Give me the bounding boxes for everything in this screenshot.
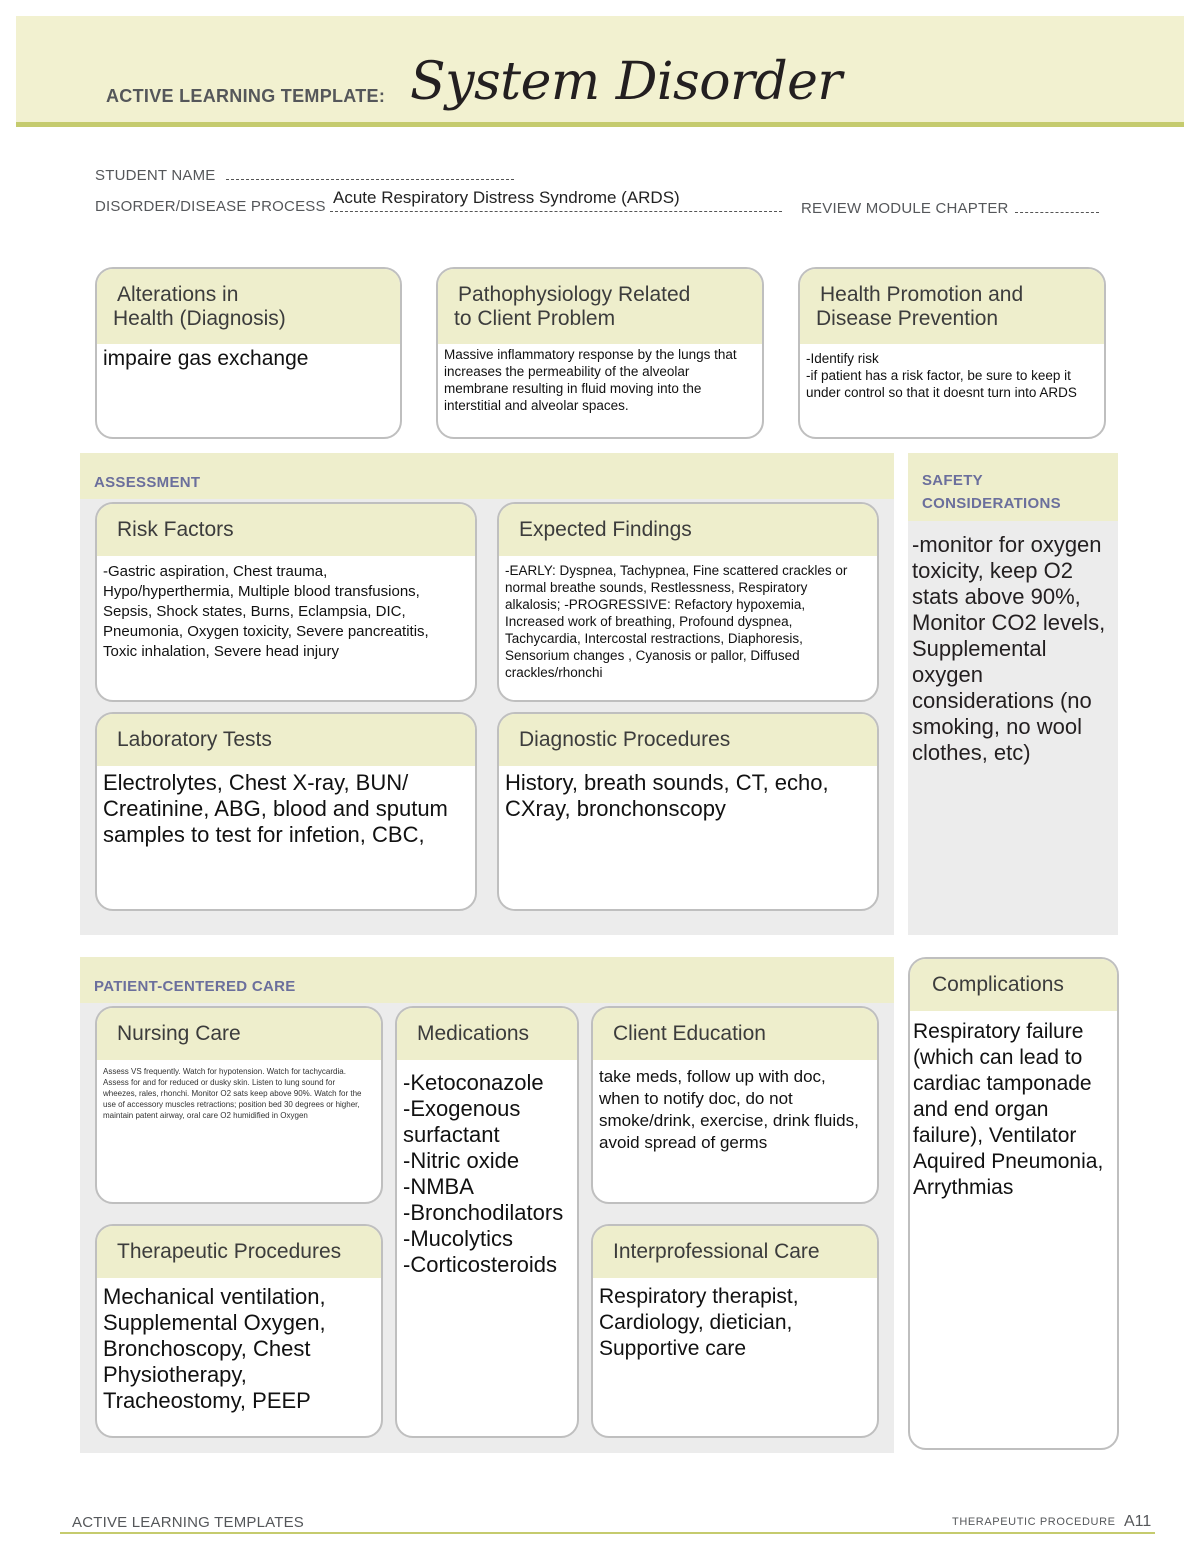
template-title: System Disorder: [410, 52, 842, 112]
pathophysiology-body: Massive inflammatory response by the lungs that increases the permeability of the alveolar membrane resulting in fluid moving into the interstitial and alveolar spaces.: [444, 347, 737, 413]
medication-item: -NMBA: [403, 1174, 474, 1199]
safety-title: [908, 453, 1118, 521]
medication-item: -Corticosteroids: [403, 1252, 558, 1277]
safety-title-line2: CONSIDERATIONS: [922, 495, 1061, 512]
alterations-body: impaire gas exchange: [103, 347, 309, 370]
alterations-title-line1: Alterations in: [117, 283, 239, 306]
student-name-field[interactable]: [226, 165, 514, 180]
client-education-title: Client Education: [593, 1008, 877, 1060]
footer-page-number: A11: [1124, 1513, 1152, 1530]
alterations-title: [97, 269, 400, 344]
health-promotion-body: [800, 344, 1104, 405]
diagnostic-procedures-body: History, breath sounds, CT, echo, CXray, bronchonscopy: [505, 770, 829, 821]
medication-item: -Exogenous surfactant: [403, 1096, 521, 1147]
nursing-care-title: Nursing Care: [97, 1008, 381, 1060]
disorder-value: Acute Respiratory Distress Syndrome (ARDS): [333, 188, 680, 207]
health-promotion-box: [798, 267, 1106, 439]
pathophysiology-title-line1: Pathophysiology Related: [458, 283, 691, 306]
risk-factors-box: [95, 502, 477, 702]
expected-findings-title: Expected Findings: [499, 504, 877, 556]
nursing-care-body: Assess VS frequently. Watch for hypotension. Watch for tachycardia. Assess for and for reduced or dusky skin. Listen to lung sound for wheezes, rales, rhonchi. Monitor O2 sats keep above 90%. Watch for the use of accessory muscles retractions; position bed 30 degrees or higher, maintain patent airway, oral care O2 humidified in Oxygen: [103, 1067, 362, 1120]
client-education-body: take meds, follow up with doc, when to notify doc, do not smoke/drink, exercise, drink fluids, avoid spread of germs: [599, 1067, 859, 1152]
diagnostic-procedures-title: Diagnostic Procedures: [499, 714, 877, 766]
review-module-row: [801, 198, 1099, 218]
interprofessional-care-title: Interprofessional Care: [593, 1226, 877, 1278]
safety-body: -monitor for oxygen toxicity, keep O2 stats above 90%, Monitor CO2 levels, Supplemental oxygen considerations (no smoking, no wool clothes, etc): [912, 532, 1106, 765]
template-label: ACTIVE LEARNING TEMPLATE:: [106, 86, 386, 106]
review-module-label: REVIEW MODULE CHAPTER: [801, 200, 1009, 217]
medication-item: -Nitric oxide: [403, 1148, 520, 1173]
laboratory-tests-box: [95, 712, 477, 911]
medications-title: Medications: [397, 1008, 577, 1060]
health-promotion-title: [800, 269, 1104, 344]
safety-title-line1: SAFETY: [922, 472, 983, 489]
therapeutic-procedures-title: Therapeutic Procedures: [97, 1226, 381, 1278]
header-divider: [16, 122, 1184, 127]
assessment-label: ASSESSMENT: [94, 474, 201, 491]
laboratory-tests-body: Electrolytes, Chest X-ray, BUN/ Creatinine, ABG, blood and sputum samples to test for infetion, CBC,: [103, 770, 448, 847]
risk-factors-title: Risk Factors: [97, 504, 475, 556]
health-promotion-body-line1: -Identify risk: [806, 351, 879, 366]
medications-list: [397, 1060, 577, 1282]
review-module-field[interactable]: [1015, 198, 1099, 213]
risk-factors-body: -Gastric aspiration, Chest trauma, Hypo/hyperthermia, Multiple blood transfusions, Sepsis, Shock states, Burns, Eclampsia, DIC, Pneumonia, Oxygen toxicity, Severe pancreatitis, Toxic inhalation, Severe head injury: [103, 563, 429, 660]
medication-item: -Mucolytics: [403, 1226, 514, 1251]
alterations-title-line2: Health (Diagnosis): [113, 307, 286, 330]
pathophysiology-title-line2: to Client Problem: [454, 307, 616, 330]
health-promotion-body-line2: -if patient has a risk factor, be sure to keep it under control so that it doesnt turn into ARDS: [806, 368, 1077, 400]
health-promotion-title-line2: Disease Prevention: [816, 307, 999, 330]
therapeutic-procedures-body: Mechanical ventilation, Supplemental Oxygen, Bronchoscopy, Chest Physiotherapy, Tracheostomy, PEEP: [103, 1284, 326, 1413]
laboratory-tests-title: Laboratory Tests: [97, 714, 475, 766]
pathophysiology-title: [438, 269, 762, 344]
interprofessional-care-box: [591, 1224, 879, 1438]
complications-body: Respiratory failure (which can lead to cardiac tamponade and end organ failure), Ventilator Aquired Pneumonia, Arrythmias: [913, 1020, 1104, 1199]
pathophysiology-box: [436, 267, 764, 439]
diagnostic-procedures-box: [497, 712, 879, 911]
alterations-box: [95, 267, 402, 439]
footer-divider: [60, 1532, 1155, 1534]
complications-box: [908, 957, 1119, 1450]
student-name-label: STUDENT NAME: [95, 167, 216, 184]
assessment-header-band: [80, 453, 894, 499]
patient-care-label: PATIENT-CENTERED CARE: [94, 978, 296, 995]
therapeutic-procedures-box: [95, 1224, 383, 1438]
medications-box: [395, 1006, 579, 1438]
client-education-box: [591, 1006, 879, 1204]
student-name-row: [95, 165, 514, 185]
health-promotion-title-line1: Health Promotion and: [820, 283, 1024, 306]
footer-title: ACTIVE LEARNING TEMPLATES: [72, 1514, 304, 1531]
medication-item: -Ketoconazole: [403, 1070, 544, 1095]
interprofessional-care-body: Respiratory therapist, Cardiology, dietician, Supportive care: [599, 1285, 799, 1360]
medication-item: -Bronchodilators: [403, 1200, 564, 1225]
nursing-care-box: [95, 1006, 383, 1204]
expected-findings-box: [497, 502, 879, 702]
complications-title: Complications: [910, 959, 1117, 1011]
expected-findings-body: -EARLY: Dyspnea, Tachypnea, Fine scattered crackles or normal breathe sounds, Restlessness, Respiratory alkalosis; -PROGRESSIVE: Refactory hypoxemia, Increased work of breathing, Profound dyspnea, Tachycardia, Intercostal restractions, Diaphoresis, Sensorium changes , Cyanosis or pallor, Diffused crackles/rhonchi: [505, 563, 848, 680]
footer-section: THERAPEUTIC PROCEDURE: [952, 1516, 1116, 1528]
disorder-label: DISORDER/DISEASE PROCESS: [95, 198, 326, 215]
